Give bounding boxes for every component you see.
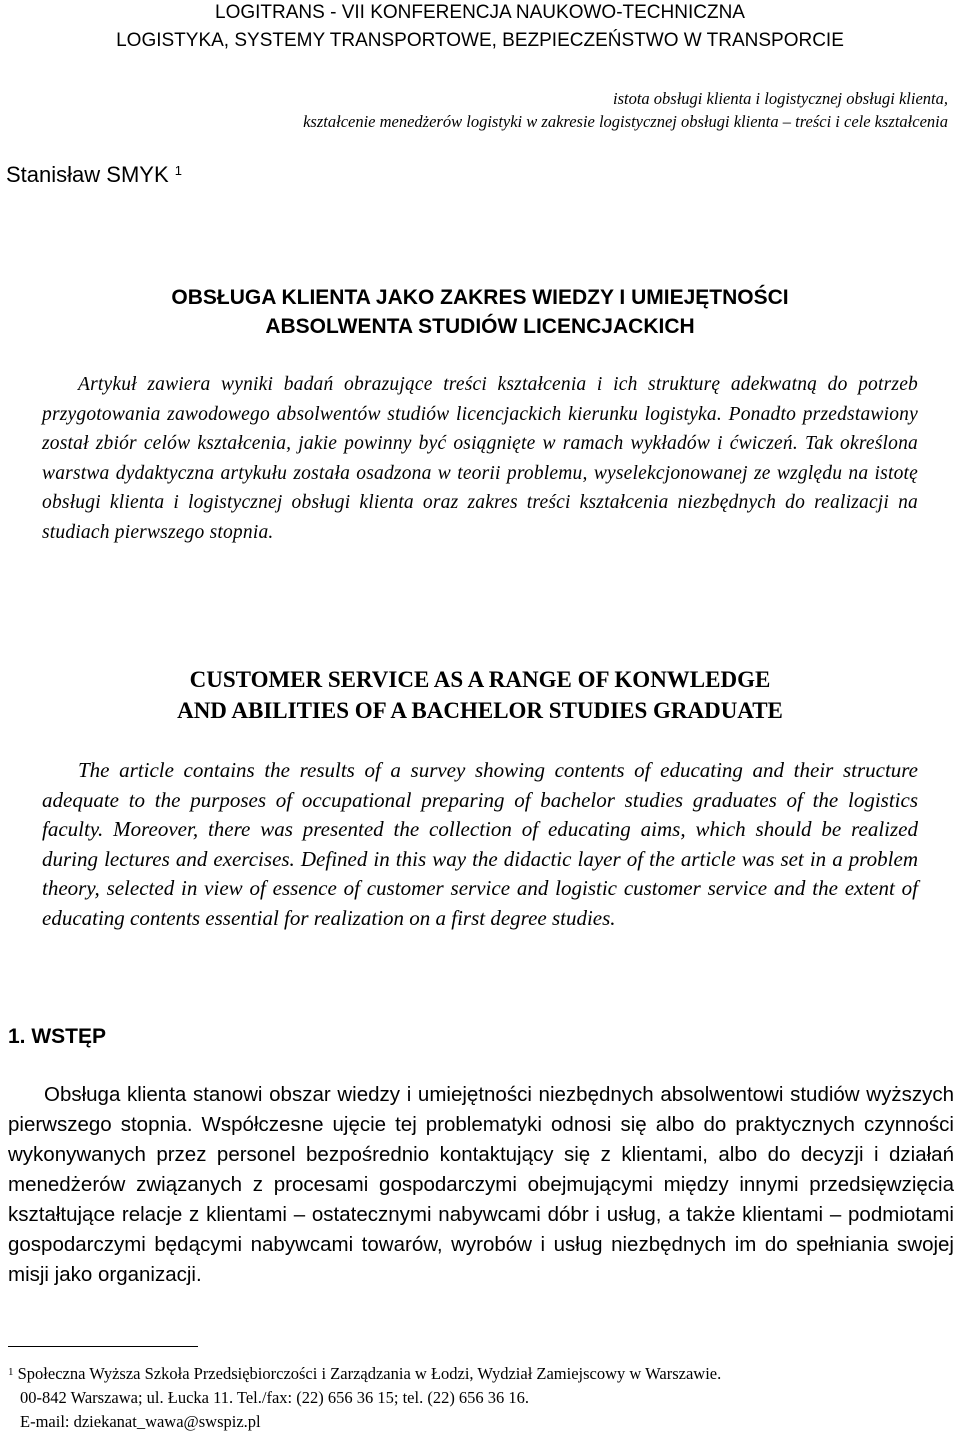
footnote-line1 <box>8 1362 954 1386</box>
author <box>6 160 182 190</box>
title-en-line2: AND ABILITIES OF A BACHELOR STUDIES GRADUATE <box>177 698 783 723</box>
section-paragraph <box>8 1080 954 1290</box>
title-pl-line1: OBSŁUGA KLIENTA JAKO ZAKRES WIEDZY I UMIEJĘTNOŚCI <box>171 286 789 309</box>
footnote-mark: 1 <box>8 1366 14 1378</box>
author-name: Stanisław SMYK <box>6 162 169 187</box>
section-paragraph-text: Obsługa klienta stanowi obszar wiedzy i umiejętności niezbędnych absolwentowi studiów wyższych pierwszego stopnia. Współczesne ujęcie tej problematyki odnosi się albo do praktycznych czynności wykonywanych przez personel bezpośrednio kontaktujący się z klientami, albo do decyzji i działań menedżerów związanych z procesami gospodarczymi obejmującymi między innymi przedsięwzięcia kształtujące relacje z klientami – ostatecznymi nabywcami dóbr i usług, a także klientami – podmiotami gospodarczymi będącymi nabywcami towarów, wyrobów i usług niezbędnych im do spełniania swojej misji jako organizacji. <box>8 1083 954 1286</box>
author-footnote-mark: 1 <box>174 163 182 178</box>
section-heading: 1. WSTĘP <box>8 1025 107 1048</box>
conference-header-line2: LOGISTYKA, SYSTEMY TRANSPORTOWE, BEZPIECZEŃSTWO W TRANSPORCIE <box>116 30 844 51</box>
footnote-affiliation: Społeczna Wyższa Szkoła Przedsiębiorczości i Zarządzania w Łodzi, Wydział Zamiejscowy w Warszawie. <box>17 1364 722 1383</box>
conference-header-line1: LOGITRANS - VII KONFERENCJA NAUKOWO-TECHNICZNA <box>215 2 745 23</box>
footnote-line2: 00-842 Warszawa; ul. Łucka 11. Tel./fax: (22) 656 36 15; tel. (22) 656 36 16. <box>20 1388 530 1407</box>
keywords-line1: istota obsługi klienta i logistycznej obsługi klienta, <box>612 89 948 108</box>
footnote-line3: E-mail: dziekanat_wawa@swspiz.pl <box>20 1412 261 1431</box>
title-en-line1: CUSTOMER SERVICE AS A RANGE OF KONWLEDGE <box>189 667 771 692</box>
abstract-pl-text: Artykuł zawiera wyniki badań obrazujące treści kształcenia i ich strukturę adekwatną do potrzeb przygotowania zawodowego absolwentów studiów licencjackich kierunku logistyka. Ponadto przedstawiony został zbiór celów kształcenia, jakie powinny być osiągnięte w ramach wykładów i ćwiczeń. Tak określona warstwa dydaktyczna artykułu została osadzona w teorii problemu, wyselekcjonowanej ze względu na istotę obsługi klienta i logistycznej obsługi klienta oraz zakres treści kształcenia niezbędnych do realizacji na studiach pierwszego stopnia. <box>42 374 918 543</box>
keywords-line2: kształcenie menedżerów logistyki w zakresie logistycznej obsługi klienta – treści i cele kształcenia <box>303 112 948 131</box>
abstract-en <box>42 756 918 934</box>
abstract-pl <box>42 370 918 548</box>
title-pl-line2: ABSOLWENTA STUDIÓW LICENCJACKICH <box>265 315 695 338</box>
abstract-en-text: The article contains the results of a survey showing contents of educating and their structure adequate to the purposes of occupational preparing of bachelor studies graduates of the logistics faculty. Moreover, there was presented the collection of educating aims, which should be realized during lectures and exercises. Defined in this way the didactic layer of the article was set in a problem theory, selected in view of essence of customer service and logistic customer service and the extent of educating contents essential for realization on a first degree studies. <box>42 758 918 930</box>
footnote <box>8 1362 954 1434</box>
footnote-rule <box>8 1346 198 1347</box>
